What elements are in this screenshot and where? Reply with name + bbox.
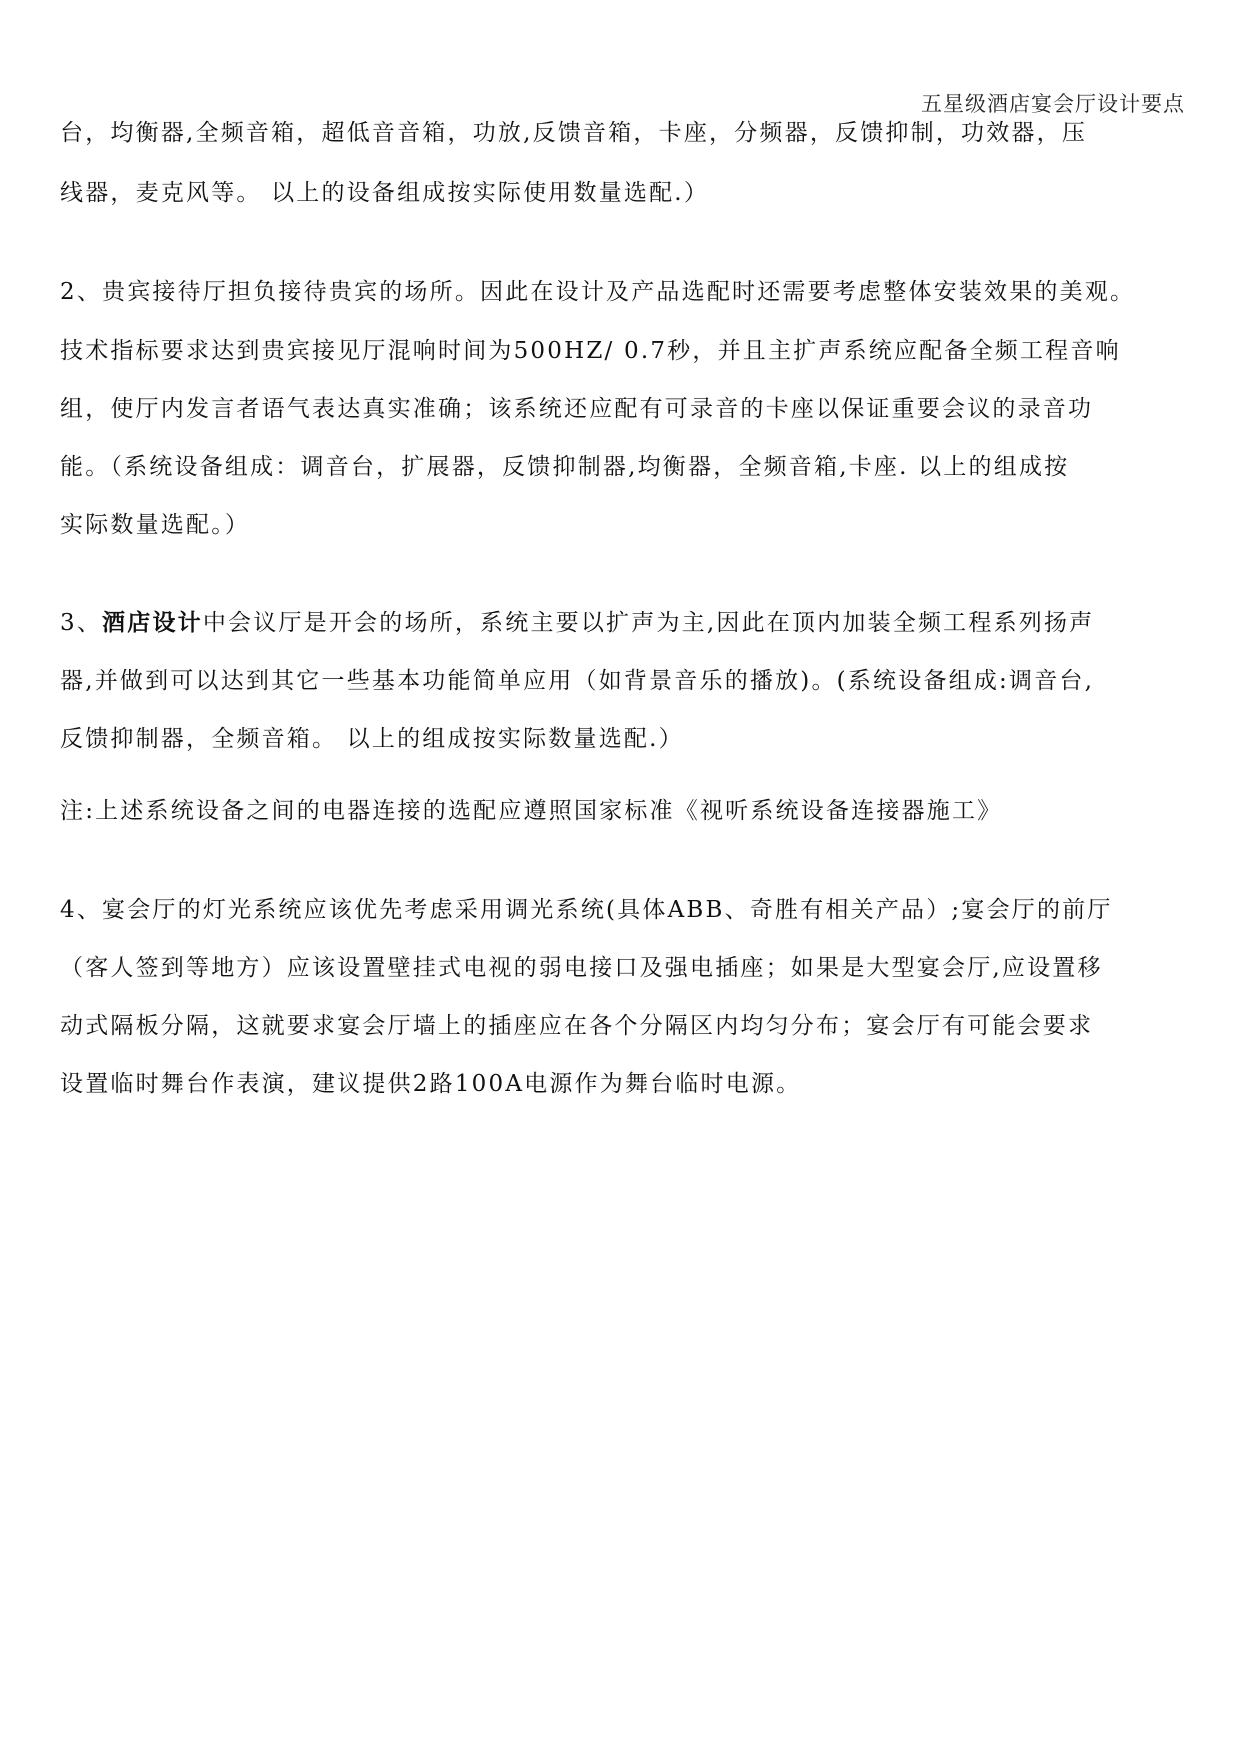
paragraph-2-line-4: 能。（系统设备组成：调音台，扩展器，反馈抑制器,均衡器，全频音箱,卡座. 以上的组成按: [60, 454, 1070, 480]
paragraph-2-line-3: 组，使厅内发言者语气表达真实准确；该系统还应配有可录音的卡座以保证重要会议的录音功: [60, 396, 1094, 422]
paragraph-3-line-3: 反馈抑制器，全频音箱。 以上的组成按实际数量选配.）: [60, 726, 684, 752]
paragraph-3-prefix: 3、: [60, 610, 103, 636]
paragraph-1-line-2: 线器，麦克风等。 以上的设备组成按实际使用数量选配.）: [60, 180, 710, 206]
page-header-title: 五星级酒店宴会厅设计要点: [921, 92, 1185, 116]
paragraph-1-line-1: 台，均衡器,全频音箱，超低音音箱，功放,反馈音箱，卡座，分频器，反馈抑制，功效器，压: [60, 120, 1088, 146]
paragraph-3-line-2: 器,并做到可以达到其它一些基本功能简单应用（如背景音乐的播放)。(系统设备组成:调音台,: [60, 668, 1095, 694]
paragraph-2-line-1: 2、贵宾接待厅担负接待贵宾的场所。因此在设计及产品选配时还需要考虑整体安装效果的美观。: [60, 279, 1136, 305]
paragraph-3-line-1: [60, 608, 1094, 638]
paragraph-3-rest: 中会议厅是开会的场所，系统主要以扩声为主,因此在顶内加装全频工程系列扬声: [202, 610, 1095, 636]
paragraph-4-line-2: （客人签到等地方）应该设置壁挂式电视的弱电接口及强电插座；如果是大型宴会厅,应设置移: [60, 955, 1103, 981]
paragraph-2-line-2: 技术指标要求达到贵宾接见厅混响时间为500HZ/ 0.7秒，并且主扩声系统应配备全频工程音响: [60, 338, 1121, 364]
paragraph-4-line-4: 设置临时舞台作表演，建议提供2路100A电源作为舞台临时电源。: [60, 1071, 802, 1097]
paragraph-2-line-5: 实际数量选配。）: [60, 512, 251, 538]
paragraph-4-line-1: 4、宴会厅的灯光系统应该优先考虑采用调光系统(具体ABB、奇胜有相关产品）;宴会厅的前厅: [60, 897, 1113, 923]
paragraph-4-line-3: 动式隔板分隔，这就要求宴会厅墙上的插座应在各个分隔区内均匀分布；宴会厅有可能会要求: [60, 1013, 1094, 1039]
note-line: 注:上述系统设备之间的电器连接的选配应遵照国家标准《视听系统设备连接器施工》: [60, 798, 1003, 824]
paragraph-3-bold-term: 酒店设计: [102, 609, 203, 636]
